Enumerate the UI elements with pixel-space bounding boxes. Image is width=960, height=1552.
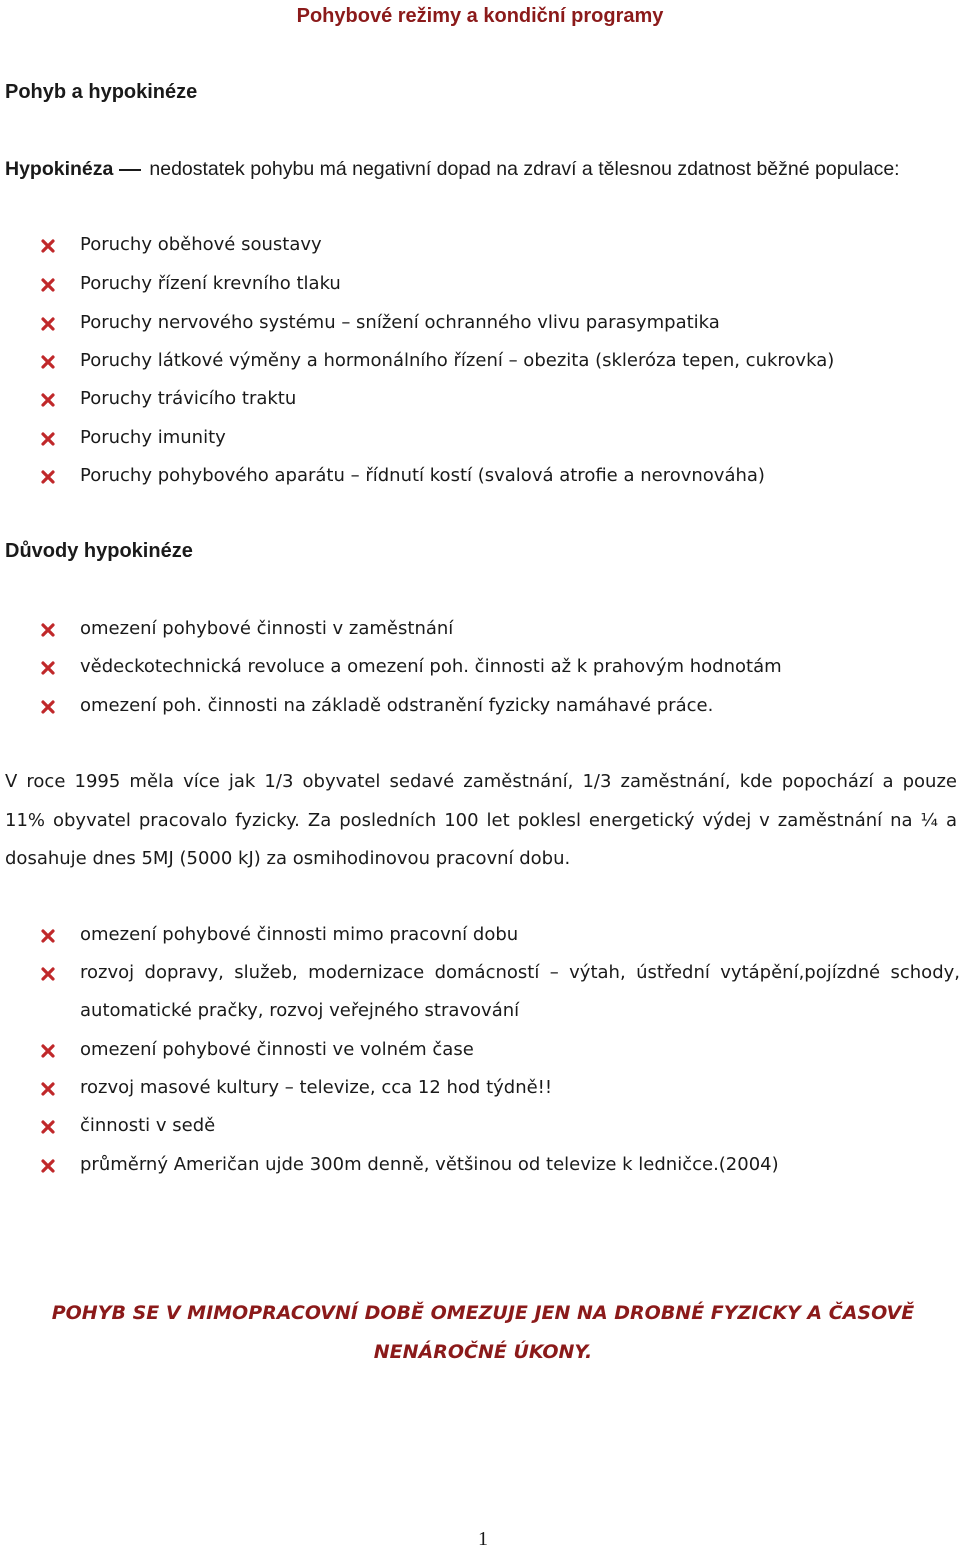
paragraph-line: dosahuje dnes 5MJ (5000 kJ) za osmihodinovou pracovní dobu. [5,848,571,869]
list-item: rozvoj dopravy, služeb, modernizace domácností – výtah, ústřední vytápění,pojízdné schody, [80,962,960,983]
red-x-bullet-icon [41,317,55,331]
page-number: 1 [478,1528,488,1550]
list-item: omezení pohybové činnosti v zaměstnání [80,618,454,639]
red-x-bullet-icon [41,929,55,943]
list-item: omezení poh. činnosti na základě odstranění fyzicky namáhavé práce. [80,695,714,716]
red-x-bullet-icon [41,1120,55,1134]
red-x-bullet-icon [41,661,55,675]
red-x-bullet-icon [41,700,55,714]
list-item: Poruchy imunity [80,427,226,448]
section-heading-hypokinesis: Pohyb a hypokinéze [5,81,198,103]
red-x-bullet-icon [41,967,55,981]
list-item: Poruchy trávicího traktu [80,388,297,409]
em-dash [119,169,141,171]
list-item: Poruchy látkové výměny a hormonálního řízení – obezita (skleróza tepen, cukrovka) [80,350,835,371]
paragraph-line: V roce 1995 měla více jak 1/3 obyvatel sedavé zaměstnání, 1/3 zaměstnání, kde popochází a pouze [5,771,957,792]
intro-term: Hypokinéza [5,158,114,180]
red-x-bullet-icon [41,1044,55,1058]
list-item: Poruchy pohybového aparátu – řídnutí kostí (svalová atrofie a nerovnováha) [80,465,765,486]
red-x-bullet-icon [41,355,55,369]
list-item: rozvoj masové kultury – televize, cca 12 hod týdně!! [80,1077,553,1098]
red-x-bullet-icon [41,432,55,446]
red-x-bullet-icon [41,1082,55,1096]
red-x-bullet-icon [41,278,55,292]
intro-definition [5,158,900,181]
list-item: omezení pohybové činnosti ve volném čase [80,1039,474,1060]
list-item: vědeckotechnická revoluce a omezení poh. činnosti až k prahovým hodnotám [80,656,782,677]
list-item: Poruchy řízení krevního tlaku [80,273,341,294]
list-item: Poruchy nervového systému – snížení ochranného vlivu parasympatika [80,312,720,333]
red-x-bullet-icon [41,393,55,407]
red-x-bullet-icon [41,239,55,253]
section-heading-reasons: Důvody hypokinéze [5,540,193,562]
red-x-bullet-icon [41,623,55,637]
intro-text: nedostatek pohybu má negativní dopad na zdraví a tělesnou zdatnost běžné populace: [149,158,900,180]
list-item: průměrný Američan ujde 300m denně, většinou od televize k ledničce.(2004) [80,1154,779,1175]
list-item: činnosti v sedě [80,1115,216,1136]
paragraph-line: 11% obyvatel pracovalo fyzicky. Za posledních 100 let poklesl energetický výdej v zaměstnání na ¼ a [5,810,957,831]
page-title: Pohybové režimy a kondiční programy [296,5,664,27]
conclusion-line: POHYB SE V MIMOPRACOVNÍ DOBĚ OMEZUJE JEN NA DROBNÉ FYZICKY A ČASOVĚ [51,1302,915,1324]
list-item-continuation: automatické pračky, rozvoj veřejného stravování [80,1000,520,1021]
red-x-bullet-icon [41,470,55,484]
red-x-bullet-icon [41,1159,55,1173]
conclusion-line: NENÁROČNÉ ÚKONY. [373,1341,593,1363]
list-item: omezení pohybové činnosti mimo pracovní dobu [80,924,519,945]
list-item: Poruchy oběhové soustavy [80,234,322,255]
